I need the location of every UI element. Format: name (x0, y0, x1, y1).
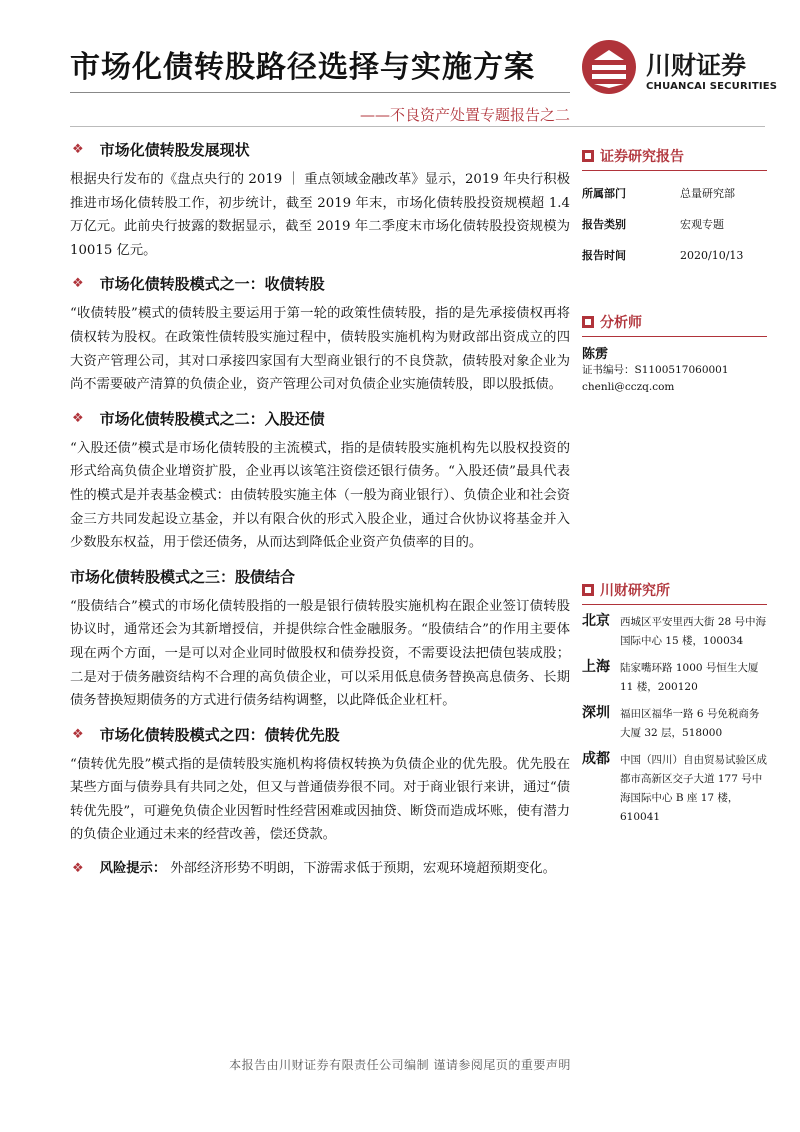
section-heading: 市场化债转股模式之三：股债结合 (70, 567, 296, 586)
section-heading: 市场化债转股模式之二：入股还债 (99, 409, 325, 428)
panel-divider (582, 336, 767, 337)
section-status (70, 140, 570, 262)
section-paragraph: 根据央行发布的《盘点央行的 2019 ｜ 重点领域金融改革》显示，2019 年央行积极推进市场化债转股工作，初步统计，截至 2019 年末，市场化债转股投资规模超 1.4 万亿元。此前央行披露的数据显示，截至 2019 年二季度末市场化债转股投资规模为 10015 亿元。 (70, 172, 570, 258)
diamond-bullet-icon: ❖ (72, 861, 84, 877)
panel-divider (582, 604, 767, 605)
analyst-cert: 证书编号：S1100517060001 (582, 364, 729, 376)
diamond-bullet-icon: ❖ (72, 726, 84, 742)
square-bullet-icon (582, 316, 594, 328)
logo-chinese-name: 川财证券 (646, 51, 747, 80)
page-subtitle: ——不良资产处置专题报告之二 (359, 106, 570, 124)
section-mode-4 (70, 725, 570, 847)
square-bullet-icon (582, 150, 594, 162)
section-mode-2 (70, 409, 570, 555)
report-info-heading: 证券研究报告 (600, 149, 684, 165)
section-paragraph: “入股还债”模式是市场化债转股的主流模式，指的是债转股实施机构先以股权投资的形式给高负债企业增资扩股，企业再以该笔注资偿还银行债务。“入股还债”最具代表性的模式是并表基金模式：由债转股实施主体（一般为商业银行）、负债企业和社会资金三方共同发起设立基金，并以有限合伙的形式入股企业，通过合伙协议将基金并入少数股东权益，用于偿还债务，从而达到降低企业资产负债率的目的。 (70, 440, 570, 551)
section-paragraph: “收债转股”模式的债转股主要运用于第一轮的政策性债转股，指的是先承接债权再将债权转为股权。在政策性债转股实施过程中，债转股实施机构为财政部出资成立的四大资产管理公司，其对口承接四家国有大型商业银行的不良贷款，债转股对象企业为尚不需要破产清算的负债企业，资产管理公司对负债企业实施债转股，即以股抵债。 (70, 306, 570, 393)
page-footer: 本报告由川财证券有限责任公司编制 谨请参阅尾页的重要声明 (229, 1058, 571, 1072)
office-beijing: 北京 西城区平安里西大街 28 号中海国际中心 15 楼，100034 (582, 613, 767, 647)
panel-divider (582, 170, 767, 171)
diamond-bullet-icon: ❖ (72, 276, 84, 292)
info-row-date: 报告时间 2020/10/13 (582, 249, 744, 262)
analyst-heading: 分析师 (600, 315, 642, 331)
analyst-email: chenli@cczq.com (582, 381, 675, 393)
diamond-bullet-icon: ❖ (72, 410, 84, 426)
section-heading: 市场化债转股模式之一：收债转股 (99, 275, 325, 294)
section-heading: 市场化债转股模式之四：债转优先股 (99, 725, 340, 744)
office-shenzhen: 深圳 福田区福华一路 6 号免税商务大厦 32 层，518000 (582, 705, 760, 739)
analyst-name: 陈雳 (582, 347, 609, 362)
risk-text: 外部经济形势不明朗，下游需求低于预期，宏观环境超预期变化。 (166, 861, 556, 877)
risk-warning (70, 857, 570, 881)
info-row-category: 报告类别 宏观专题 (582, 218, 724, 231)
info-row-department: 所属部门 总量研究部 (582, 187, 735, 200)
square-bullet-icon (582, 584, 594, 596)
page-title: 市场化债转股路径选择与实施方案 (70, 50, 535, 85)
section-mode-3 (70, 567, 570, 713)
section-mode-1 (70, 274, 570, 396)
section-paragraph: “债转优先股”模式指的是债转股实施机构将债权转换为负债企业的优先股。优先股在某些方面与债券具有共同之处，但又与普通债券很不同。对于商业银行来讲，通过“债转优先股”，可避免负债企业因暂时性经营困难或因抽贷、断贷而造成坏账，使有潜力的负债企业通过未来的经营改善，偿还贷款。 (70, 756, 570, 843)
section-paragraph: “股债结合”模式的市场化债转股指的一般是银行债转股实施机构在跟企业签订债转股协议时，通常还会为其新增授信，并提供综合性金融服务。“股债结合”的作用主要体现在两个方面，一是可以对企业同时做股权和债券投资，不需要设法把债包装成股；二是对于债务融资结构不合理的高负债企业，可以采用低息债务替换高息债务、长期债务替换短期债务的方式进行债务结构调整，以此降低企业杠杆。 (70, 598, 570, 709)
office-chengdu: 成都 中国（四川）自由贸易试验区成都市高新区交子大道 177 号中海国际中心 B 座 17 楼，610041 (582, 751, 767, 823)
title-divider (70, 92, 570, 93)
subtitle-divider (70, 126, 765, 127)
report-info-panel (582, 146, 767, 264)
risk-label: 风险提示： (99, 861, 167, 877)
office-shanghai: 上海 陆家嘴环路 1000 号恒生大厦 11 楼，200120 (582, 659, 759, 693)
institute-panel (582, 580, 767, 827)
chuancai-logo-icon (580, 38, 638, 96)
company-logo (580, 38, 778, 98)
main-content (70, 140, 570, 881)
logo-english-name: CHUANCAI SECURITIES (646, 81, 778, 92)
analyst-panel (582, 312, 767, 396)
diamond-bullet-icon: ❖ (72, 142, 84, 157)
section-heading: 市场化债转股发展现状 (99, 141, 250, 159)
institute-heading: 川财研究所 (600, 583, 670, 599)
